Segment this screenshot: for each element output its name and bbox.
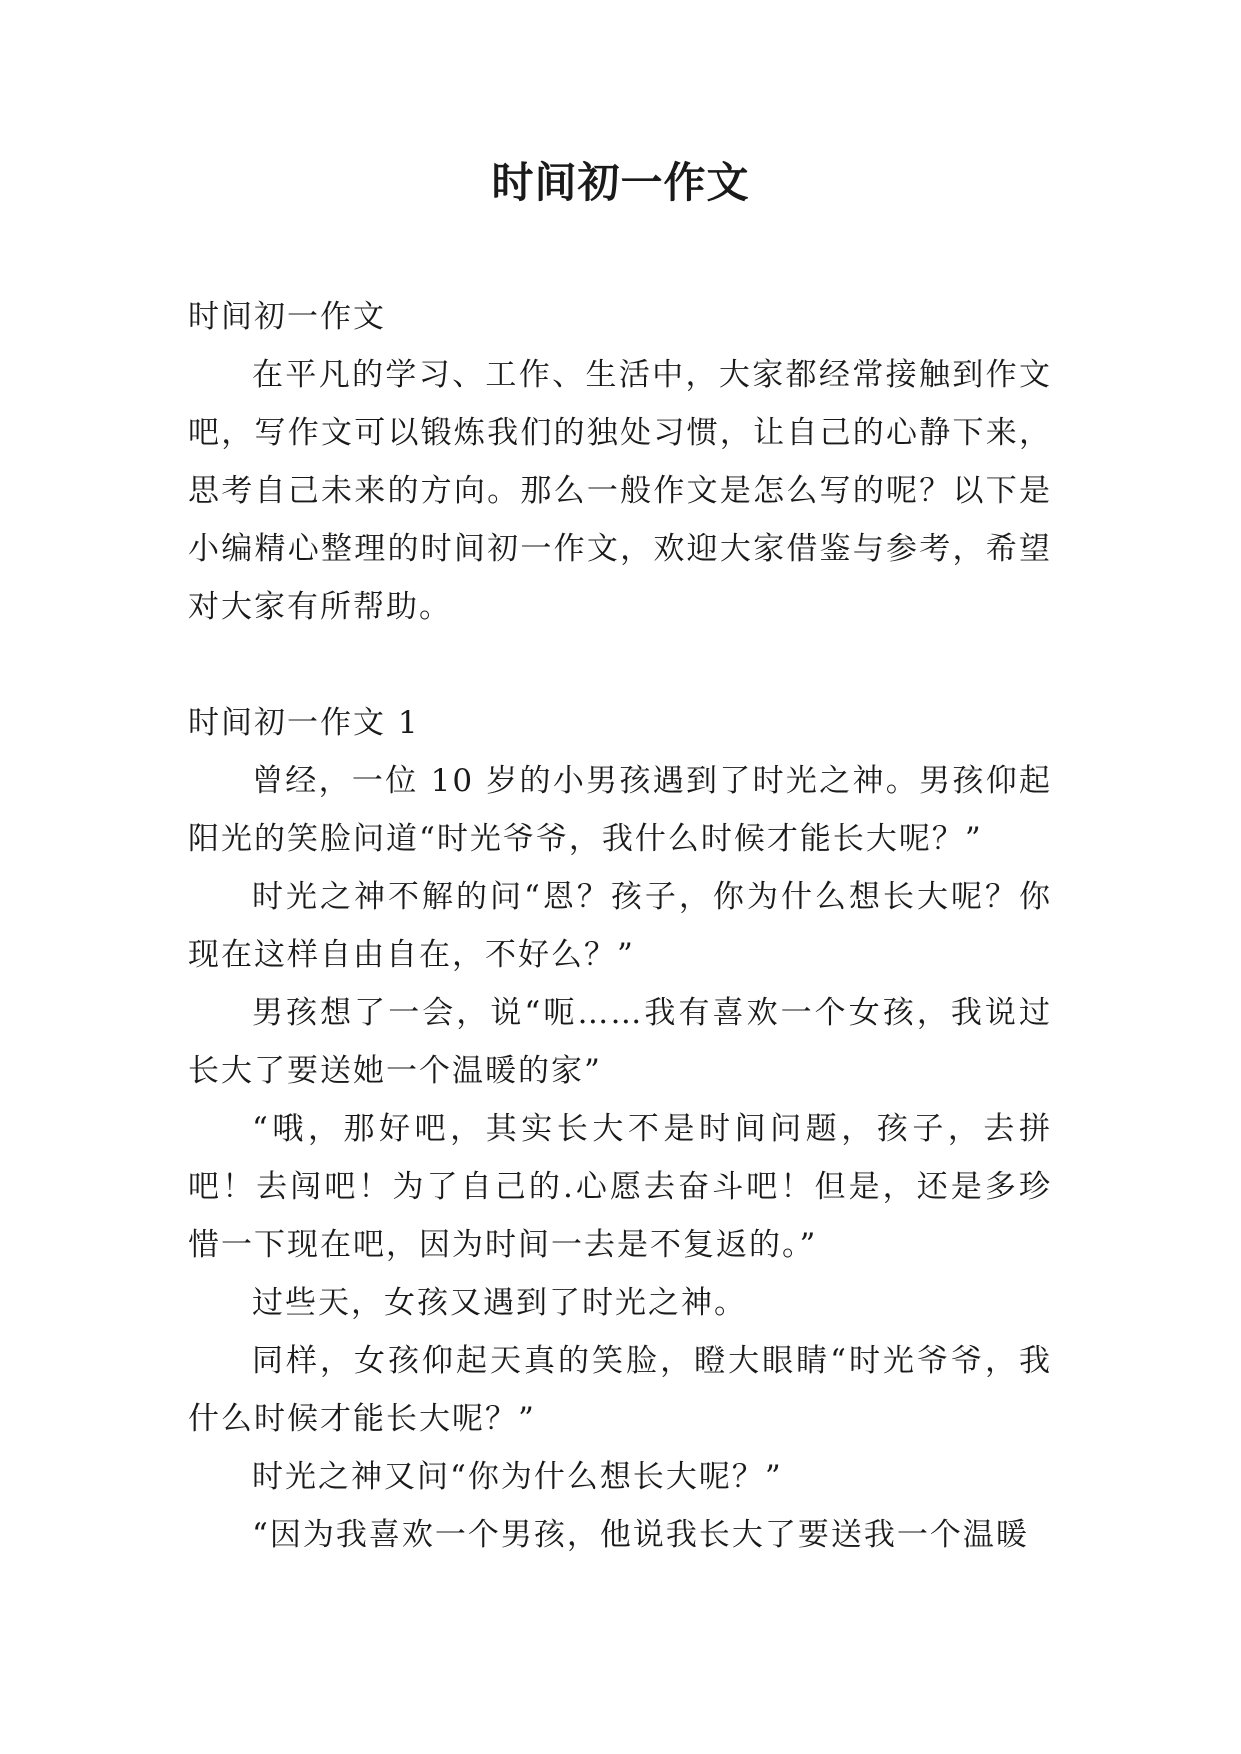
intro-paragraph: 在平凡的学习、工作、生活中，大家都经常接触到作文吧，写作文可以锻炼我们的独处习惯，让自己的心静下来，思考自己未来的方向。那么一般作文是怎么写的呢？以下是小编精心整理的时间初一作文，欢迎大家借鉴与参考，希望对大家有所帮助。 (188, 357, 1052, 625)
essay1-heading: 时间初一作文 1 (188, 705, 420, 741)
document-body (188, 288, 1052, 1564)
essay1-paragraph: 曾经，一位 10 岁的小男孩遇到了时光之神。男孩仰起阳光的笑脸问道“时光爷爷，我什么时候才能长大呢？” (188, 763, 1052, 857)
document-title: 时间初一作文 (491, 158, 750, 207)
essay1-paragraph: 时光之神又问“你为什么想长大呢？” (252, 1459, 783, 1495)
essay1-paragraph: 男孩想了一会，说“呃……我有喜欢一个女孩，我说过长大了要送她一个温暖的家” (188, 995, 1052, 1089)
intro-heading: 时间初一作文 (188, 299, 386, 335)
section-gap (188, 636, 1052, 694)
essay1-paragraph: 同样，女孩仰起天真的笑脸，瞪大眼睛“时光爷爷，我什么时候才能长大呢？” (188, 1343, 1052, 1437)
essay1-paragraph: “因为我喜欢一个男孩，他说我长大了要送我一个温暖 (252, 1517, 1029, 1553)
essay1-paragraph: “哦，那好吧，其实长大不是时间问题，孩子，去拼吧！去闯吧！为了自己的.心愿去奋斗吧！但是，还是多珍惜一下现在吧，因为时间一去是不复返的。” (188, 1111, 1052, 1263)
essay1-paragraph: 时光之神不解的问“恩？孩子，你为什么想长大呢？你现在这样自由自在，不好么？” (188, 879, 1052, 973)
essay1-paragraph: 过些天，女孩又遇到了时光之神。 (252, 1285, 747, 1321)
